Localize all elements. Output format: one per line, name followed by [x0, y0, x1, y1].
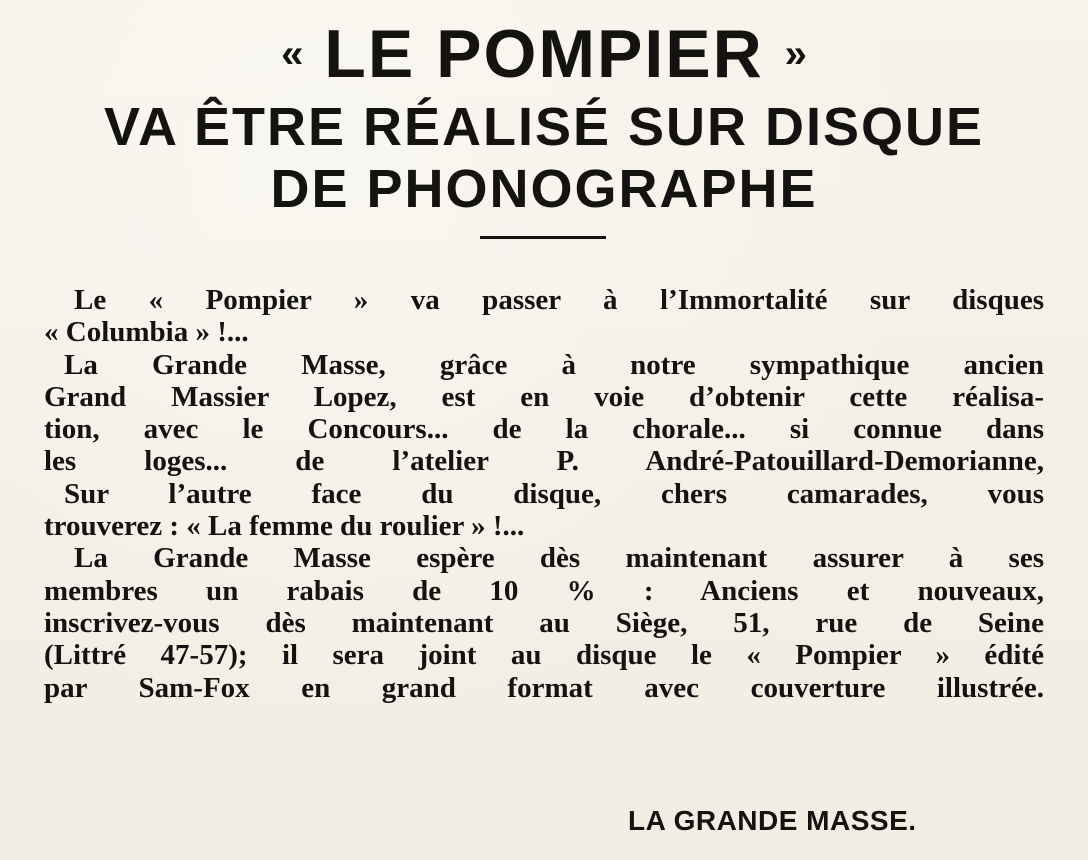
body-line: (Littré 47-57); il sera joint au disque le « Pompier » édité	[44, 639, 1044, 672]
body-line: Le « Pompier » va passer à l’Immortalité sur disques	[74, 284, 1044, 316]
body-line: par Sam-Fox en grand format avec couverture illustrée.	[44, 671, 1044, 704]
title-divider	[480, 236, 606, 239]
body-line: tion, avec le Concours... de la chorale... si connue dans	[44, 413, 1044, 446]
body-line: inscrivez-vous dès maintenant au Siège, 51, rue de Seine	[44, 606, 1044, 639]
body-line: La Grande Masse, grâce à notre sympathique ancien	[64, 348, 1044, 381]
headline-subtitle-line-2: DE PHONOGRAPHE	[270, 159, 818, 219]
article-body	[44, 284, 1044, 704]
open-quote: «	[281, 32, 304, 76]
headline-subtitle-line-1: VA ÊTRE RÉALISÉ SUR DISQUE	[103, 97, 985, 157]
body-line: les loges... de l’atelier P. André-Patouillard-Demorianne,	[44, 445, 1044, 478]
close-quote: »	[784, 32, 807, 76]
body-line: Sur l’autre face du disque, chers camarades, vous	[64, 477, 1044, 510]
headline-title	[0, 14, 1088, 94]
body-line: trouverez : « La femme du roulier » !...	[44, 510, 525, 543]
body-line: « Columbia » !...	[44, 316, 249, 349]
body-line: Grand Massier Lopez, est en voie d’obtenir cette réalisa-	[44, 380, 1044, 413]
body-line: La Grande Masse espère dès maintenant assurer à ses	[74, 542, 1044, 575]
headline-title-text: LE POMPIER	[324, 16, 764, 92]
body-line: membres un rabais de 10 % : Anciens et nouveaux,	[44, 574, 1044, 607]
article-signature: LA GRANDE MASSE.	[628, 805, 917, 836]
